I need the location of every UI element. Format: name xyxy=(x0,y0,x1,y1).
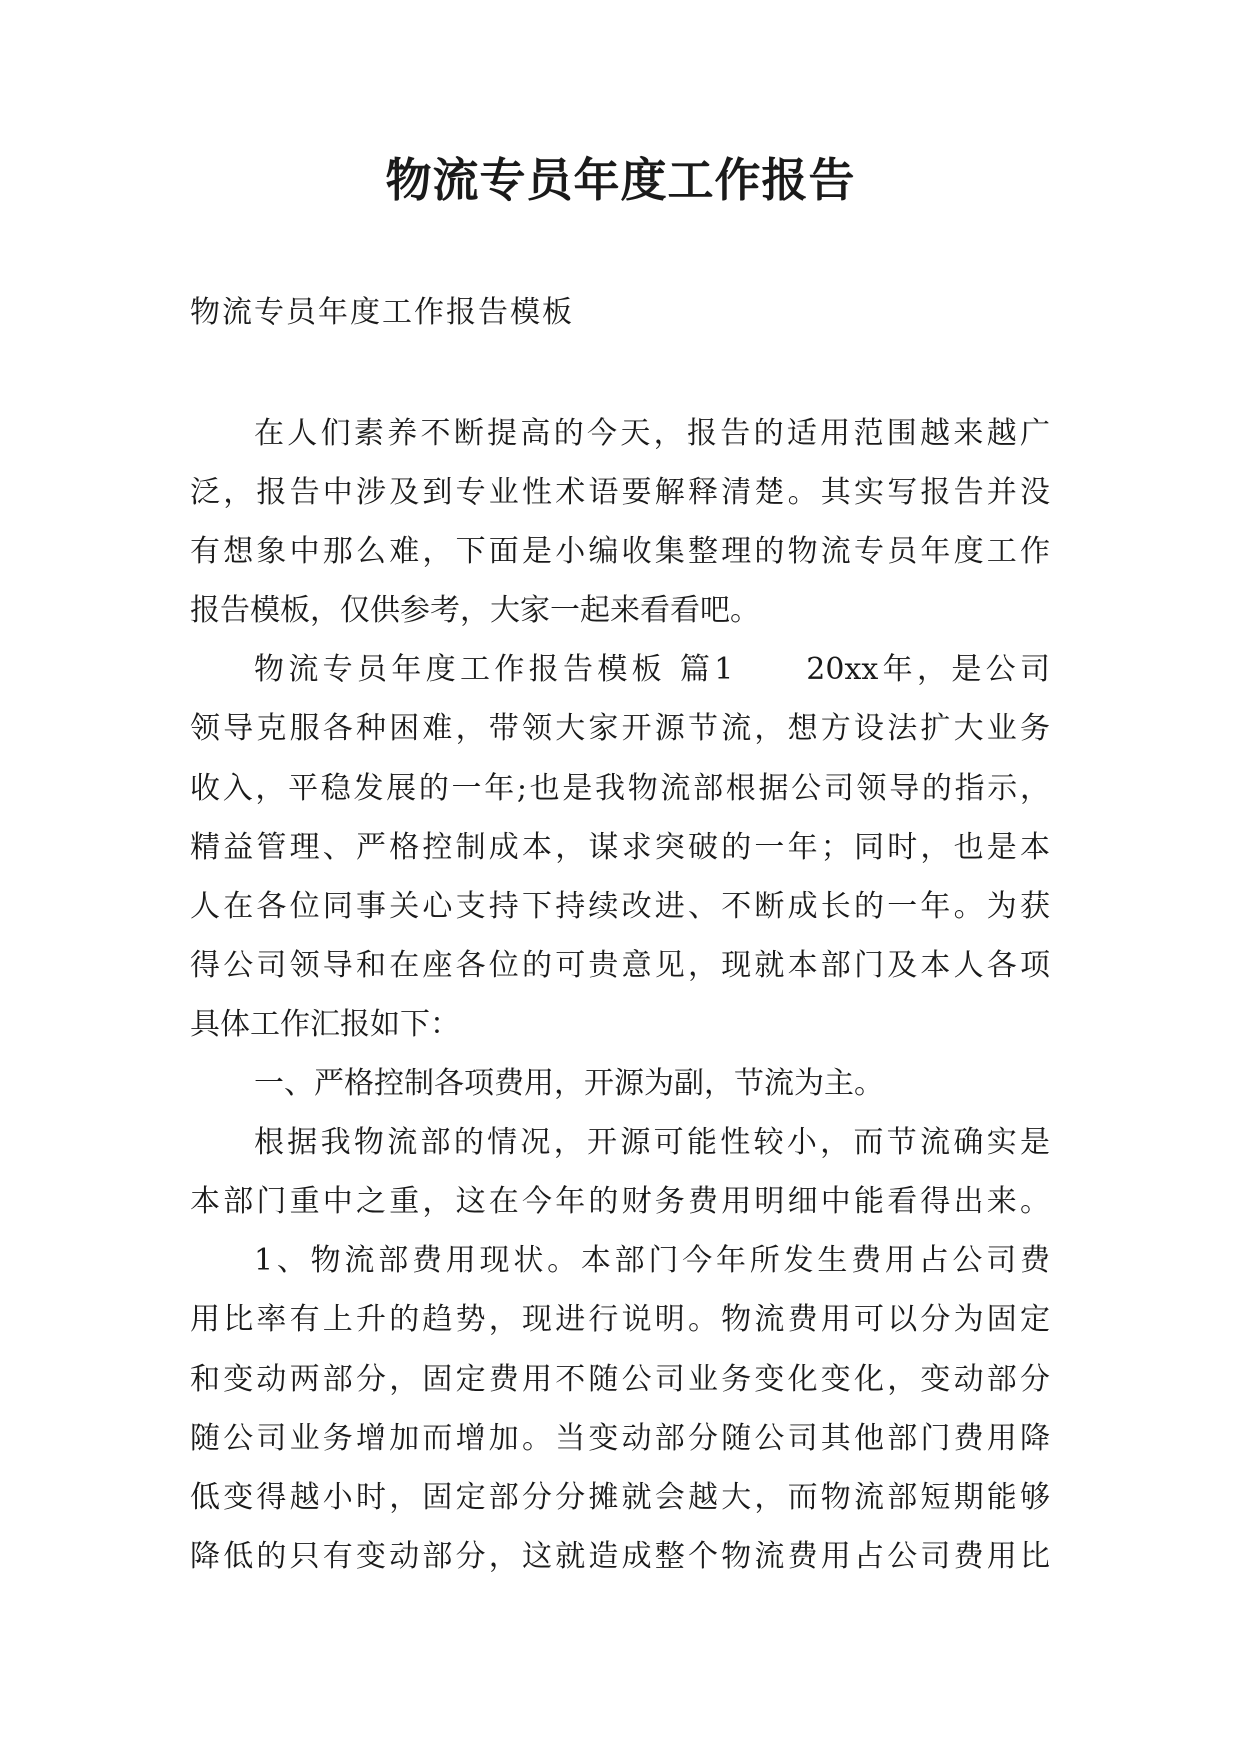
body-line: 低变得越小时，固定部分分摊就会越大，而物流部短期能够 xyxy=(190,1479,1050,1515)
body-line: 在人们素养不断提高的今天，报告的适用范围越来越广 xyxy=(254,416,1050,451)
body-line: 人在各位同事关心支持下持续改进、不断成长的一年。为获 xyxy=(190,888,1050,924)
body-line: 收入，平稳发展的一年;也是我物流部根据公司领导的指示， xyxy=(190,770,1050,806)
body-line: 报告模板，仅供参考，大家一起来看看吧。 xyxy=(190,593,760,629)
body-line: 用比率有上升的趋势，现进行说明。物流费用可以分为固定 xyxy=(190,1302,1050,1338)
body-line: 根据我物流部的情况，开源可能性较小，而节流确实是 xyxy=(254,1125,1050,1161)
body-line: 得公司领导和在座各位的可贵意见，现就本部门及本人各项 xyxy=(190,947,1050,983)
body-line: 有想象中那么难，下面是小编收集整理的物流专员年度工作 xyxy=(190,534,1050,570)
body-line: 一、严格控制各项费用，开源为副，节流为主。 xyxy=(254,1066,884,1102)
document-subtitle: 物流专员年度工作报告模板 xyxy=(190,295,574,330)
body-line: 精益管理、严格控制成本，谋求突破的一年；同时，也是本 xyxy=(190,829,1050,865)
body-line: 1、物流部费用现状。本部门今年所发生费用占公司费 xyxy=(254,1243,1050,1279)
body-line: 降低的只有变动部分，这就造成整个物流费用占公司费用比 xyxy=(190,1538,1050,1574)
body-line: 泛，报告中涉及到专业性术语要解释清楚。其实写报告并没 xyxy=(190,475,1050,511)
body-line: 随公司业务增加而增加。当变动部分随公司其他部门费用降 xyxy=(190,1420,1050,1456)
body-line: 领导克服各种困难，带领大家开源节流，想方设法扩大业务 xyxy=(190,711,1050,747)
body-line: 具体工作汇报如下： xyxy=(190,1006,460,1042)
body-line: 本部门重中之重，这在今年的财务费用明细中能看得出来。 xyxy=(190,1184,1050,1220)
document-title: 物流专员年度工作报告 xyxy=(385,153,856,207)
document-body xyxy=(190,404,1050,1586)
body-line: 物流专员年度工作报告模板 篇1 20xx年，是公司 xyxy=(254,652,1050,688)
body-line: 和变动两部分，固定费用不随公司业务变化变化，变动部分 xyxy=(190,1361,1050,1397)
